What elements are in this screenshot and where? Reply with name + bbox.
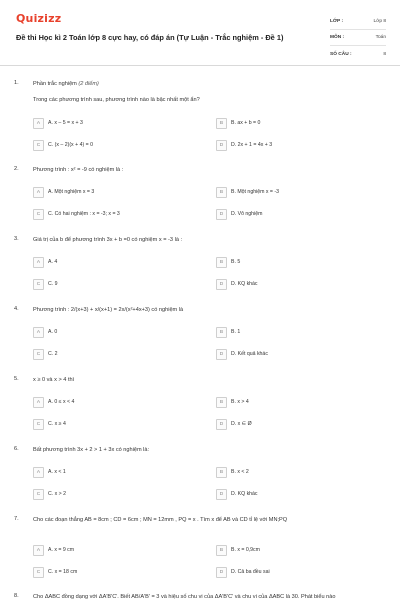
option-letter-c: C bbox=[33, 140, 44, 151]
worksheet-meta bbox=[330, 14, 386, 62]
option-text: D. KQ khác bbox=[231, 491, 258, 497]
option-d[interactable] bbox=[216, 488, 258, 500]
option-letter-a: A bbox=[33, 327, 44, 338]
question-number: 4. bbox=[14, 306, 19, 312]
option-text: A. x – 5 = x + 3 bbox=[48, 120, 83, 126]
option-a[interactable] bbox=[33, 396, 74, 408]
section-label bbox=[33, 80, 388, 88]
question-text: Phương trình : x² = -9 có nghiệm là : bbox=[33, 167, 124, 173]
quizizz-logo: Quizizz bbox=[16, 12, 62, 25]
option-letter-b: B bbox=[216, 118, 227, 129]
option-text: A. 4 bbox=[48, 259, 58, 265]
option-c[interactable] bbox=[33, 278, 58, 290]
option-letter-d: D bbox=[216, 489, 227, 500]
option-c[interactable] bbox=[33, 348, 58, 360]
option-a[interactable] bbox=[33, 544, 74, 556]
meta-value: Toán bbox=[375, 35, 386, 40]
option-d[interactable] bbox=[216, 566, 270, 578]
option-text: C. x > 2 bbox=[48, 491, 67, 497]
option-text: A. x < 1 bbox=[48, 469, 66, 475]
option-letter-d: D bbox=[216, 279, 227, 290]
option-text: A. 0 ≤ x < 4 bbox=[48, 399, 75, 405]
option-text: B. Một nghiệm x = -3 bbox=[231, 189, 280, 195]
option-letter-a: A bbox=[33, 257, 44, 268]
meta-key: LỚP : bbox=[330, 19, 344, 24]
worksheet-title: Đề thi Học kì 2 Toán lớp 8 cực hay, có đáp án (Tự Luận - Trắc nghiệm - Đề 1) bbox=[16, 33, 284, 42]
question-number: 1. bbox=[14, 80, 19, 86]
question-number: 5. bbox=[14, 376, 19, 382]
option-b[interactable] bbox=[216, 117, 260, 129]
option-text: D. KQ khác bbox=[231, 281, 258, 287]
option-letter-d: D bbox=[216, 349, 227, 360]
option-a[interactable] bbox=[33, 326, 57, 338]
question-text: Cho các đoạn thẳng AB = 8cm ; CD = 6cm ; MN = 12mm , PQ = x . Tìm x để AB và CD tỉ lệ với MN;PQ bbox=[33, 517, 288, 523]
question-text: x ≥ 0 và x > 4 thì bbox=[33, 377, 75, 383]
option-letter-d: D bbox=[216, 209, 227, 220]
option-b[interactable] bbox=[216, 256, 240, 268]
option-letter-a: A bbox=[33, 467, 44, 478]
meta-key: MÔN : bbox=[330, 35, 345, 40]
option-text: C. 2 bbox=[48, 351, 58, 357]
option-text: D. Kết quả khác bbox=[231, 351, 268, 357]
option-text: D. 2x + 1 = 4x + 3 bbox=[231, 142, 273, 148]
option-text: D. Vô nghiệm bbox=[231, 211, 263, 217]
option-b[interactable] bbox=[216, 326, 240, 338]
option-b[interactable] bbox=[216, 396, 249, 408]
option-letter-b: B bbox=[216, 257, 227, 268]
meta-key: SỐ CÂU : bbox=[330, 51, 352, 57]
question-text: Phương trình : 2/(x+3) + x/(x+1) = 2x/(x²+4x+3) có nghiệm là bbox=[33, 307, 184, 313]
question-number: 6. bbox=[14, 446, 19, 452]
meta-row-subject bbox=[330, 30, 386, 46]
option-text: C. 9 bbox=[48, 281, 58, 287]
option-letter-b: B bbox=[216, 545, 227, 556]
option-text: B. x < 2 bbox=[231, 469, 249, 475]
option-d[interactable] bbox=[216, 208, 262, 220]
option-letter-a: A bbox=[33, 397, 44, 408]
option-letter-c: C bbox=[33, 567, 44, 578]
option-letter-c: C bbox=[33, 349, 44, 360]
option-text: B. ax + b = 0 bbox=[231, 120, 261, 126]
option-text: C. (x – 2)(x + 4) = 0 bbox=[48, 142, 93, 148]
question-number: 3. bbox=[14, 236, 19, 242]
section-title: Phần trắc nghiệm bbox=[33, 81, 77, 87]
option-letter-b: B bbox=[216, 397, 227, 408]
meta-value: Lớp 8 bbox=[373, 19, 386, 24]
option-letter-c: C bbox=[33, 419, 44, 430]
option-d[interactable] bbox=[216, 278, 258, 290]
option-letter-d: D bbox=[216, 140, 227, 151]
option-letter-b: B bbox=[216, 327, 227, 338]
option-letter-c: C bbox=[33, 489, 44, 500]
option-text: A. x = 9 cm bbox=[48, 547, 75, 553]
option-text: B. 5 bbox=[231, 259, 241, 265]
option-text: C. x ≥ 4 bbox=[48, 421, 66, 427]
option-a[interactable] bbox=[33, 256, 57, 268]
option-letter-d: D bbox=[216, 419, 227, 430]
option-d[interactable] bbox=[216, 139, 272, 151]
option-letter-a: A bbox=[33, 187, 44, 198]
option-text: B. x > 4 bbox=[231, 399, 249, 405]
option-text: B. x = 0,9cm bbox=[231, 547, 260, 553]
option-text: D. x ∈ Ø bbox=[231, 421, 252, 427]
option-c[interactable] bbox=[33, 418, 66, 430]
option-c[interactable] bbox=[33, 139, 93, 151]
option-c[interactable] bbox=[33, 488, 66, 500]
meta-row-class bbox=[330, 14, 386, 30]
option-c[interactable] bbox=[33, 208, 120, 220]
option-letter-b: B bbox=[216, 187, 227, 198]
option-d[interactable] bbox=[216, 348, 268, 360]
question-text: Trong các phương trình sau, phương trình nào là bậc nhất một ẩn? bbox=[33, 97, 200, 103]
option-b[interactable] bbox=[216, 544, 260, 556]
option-text: B. 1 bbox=[231, 329, 241, 335]
option-letter-b: B bbox=[216, 467, 227, 478]
meta-row-count bbox=[330, 46, 386, 62]
option-letter-c: C bbox=[33, 209, 44, 220]
option-letter-c: C bbox=[33, 279, 44, 290]
option-a[interactable] bbox=[33, 117, 83, 129]
question-text: Cho ΔABC đồng dạng với ΔA'B'C'. Biết AB/A'B' = 3 và hiệu số chu vi của ΔA'B'C' và chu vi của ΔABC là 30. Phát biểu nào bbox=[33, 594, 336, 600]
option-a[interactable] bbox=[33, 466, 66, 478]
option-b[interactable] bbox=[216, 466, 249, 478]
option-text: C. Có hai nghiệm : x = -3; x = 3 bbox=[48, 211, 120, 217]
option-letter-d: D bbox=[216, 567, 227, 578]
question-text: Giá trị của b để phương trình 3x + b =0 có nghiệm x = -3 là : bbox=[33, 237, 183, 243]
option-text: A. 0 bbox=[48, 329, 58, 335]
option-text: C. x = 18 cm bbox=[48, 569, 78, 575]
option-letter-a: A bbox=[33, 545, 44, 556]
question-number: 7. bbox=[14, 516, 19, 522]
option-letter-a: A bbox=[33, 118, 44, 129]
question-text: Bất phương trình 3x + 2 > 1 + 3x có nghiệm là: bbox=[33, 447, 150, 453]
option-text: A. Một nghiệm x = 3 bbox=[48, 189, 95, 195]
option-d[interactable] bbox=[216, 418, 252, 430]
worksheet-header bbox=[0, 0, 400, 66]
option-c[interactable] bbox=[33, 566, 77, 578]
section-note: (2 điểm) bbox=[78, 81, 99, 87]
meta-value: 8 bbox=[383, 51, 386, 57]
option-b[interactable] bbox=[216, 186, 279, 198]
question-number: 2. bbox=[14, 166, 19, 172]
option-text: D. Cả ba đều sai bbox=[231, 569, 270, 575]
option-a[interactable] bbox=[33, 186, 94, 198]
question-number: 8. bbox=[14, 593, 19, 599]
